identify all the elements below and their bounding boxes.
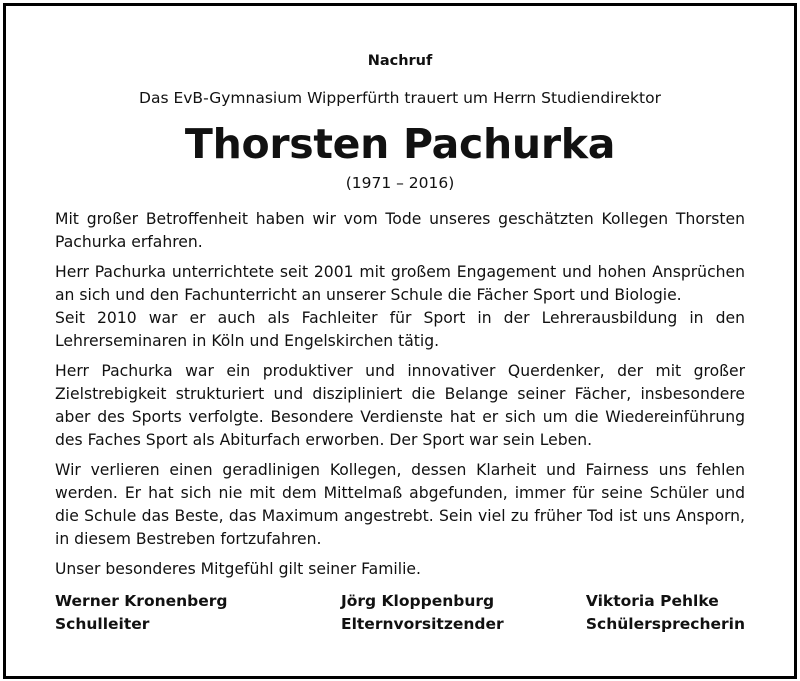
notice-body (55, 208, 745, 588)
signatory-name: Viktoria Pehlke (585, 592, 719, 610)
signatory-role: Schülersprecherin (585, 615, 745, 633)
paragraph: Mit großer Betroffenheit haben wir vom Tode unseres geschätzten Kollegen Thorsten Pachurka erfahren. (55, 210, 745, 251)
signatory-name: Jörg Kloppenburg (341, 592, 495, 610)
signatory-students (586, 590, 745, 636)
signatory-parents (341, 590, 504, 636)
paragraph: Seit 2010 war er auch als Fachleiter für Sport in der Lehrerausbildung in den Lehrerseminaren in Köln und Engelskirchen tätig. (55, 309, 745, 350)
paragraph: Wir verlieren einen geradlinigen Kollegen, dessen Klarheit und Fairness uns fehlen werden. Er hat sich nie mit dem Mittelmaß abgefunden, immer für seine Schüler und die Schule das Beste, das Maximum angestrebt. Sein viel zu früher Tod ist uns Ansporn, in diesem Bestreben fortzufahren. (55, 461, 745, 548)
signatory-name: Werner Kronenberg (55, 592, 228, 610)
notice-intro: Das EvB-Gymnasium Wipperfürth trauert um Herrn Studiendirektor (139, 89, 661, 107)
signatory-role: Schulleiter (55, 615, 150, 633)
deceased-name: Thorsten Pachurka (184, 120, 616, 168)
paragraph: Herr Pachurka war ein produktiver und innovativer Querdenker, der mit großer Zielstrebigkeit strukturiert und diszipliniert die Belange seiner Fächer, insbesondere aber des Sports verfolgte. Besondere Verdienste hat er sich um die Wiedereinführung des Faches Sport als Abiturfach erworben. Der Sport war sein Leben. (55, 362, 745, 449)
notice-label: Nachruf (367, 53, 433, 69)
life-dates: (1971 – 2016) (345, 174, 455, 192)
paragraph: Herr Pachurka unterrichtete seit 2001 mit großem Engagement und hohen Ansprüchen an sich und den Fachunterricht an unserer Schule die Fächer Sport und Biologie. (55, 263, 745, 304)
signatory-principal (55, 590, 228, 636)
paragraph: Unser besonderes Mitgefühl gilt seiner Familie. (55, 560, 421, 578)
signatory-role: Elternvorsitzender (341, 615, 504, 633)
